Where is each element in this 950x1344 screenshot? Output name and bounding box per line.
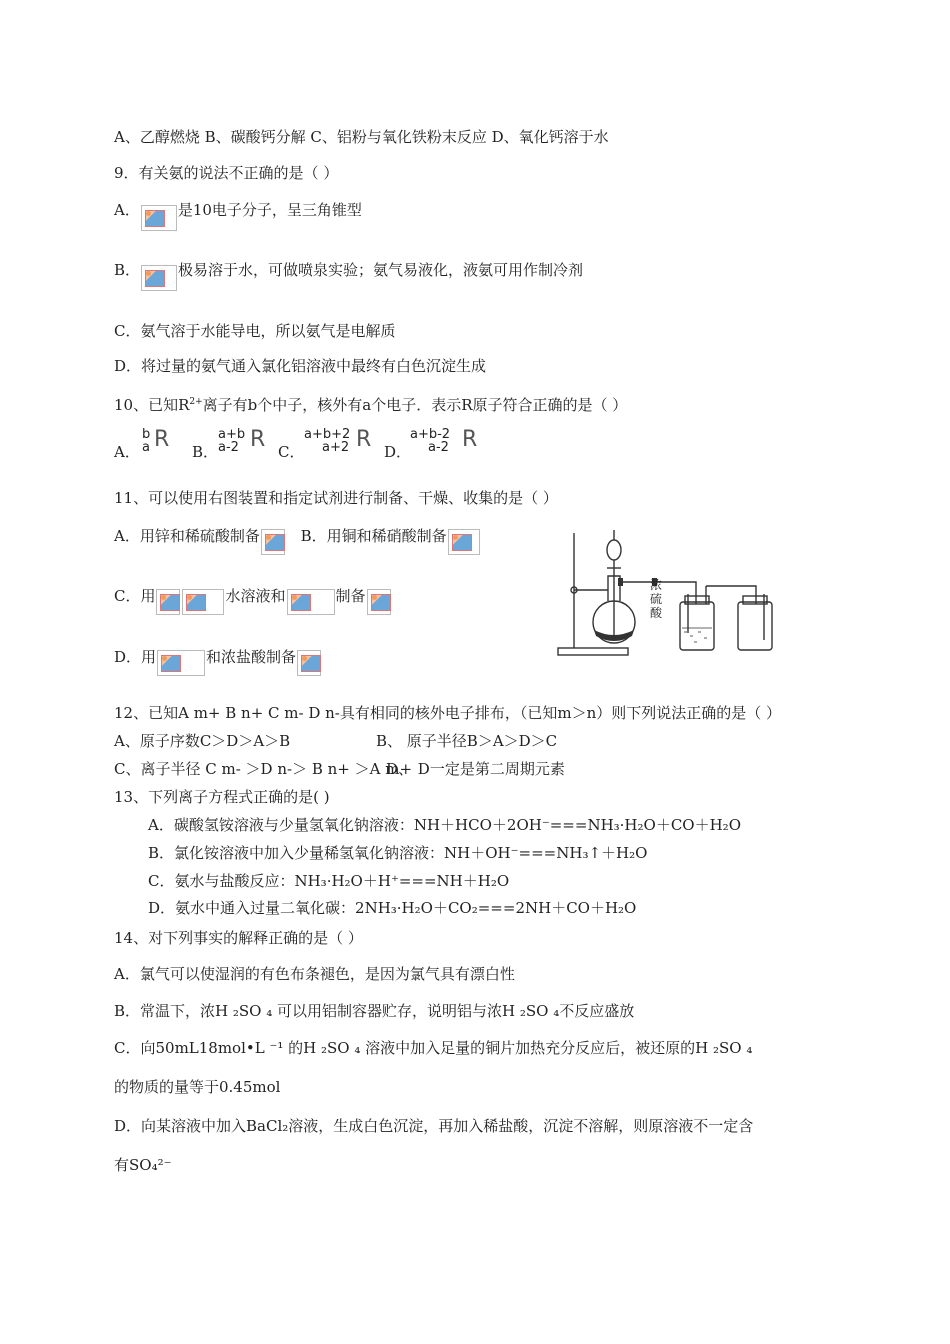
q10-a-isotope: [142, 428, 172, 454]
q10-stem-charge: 2+: [189, 397, 203, 407]
q12-option-a: A、原子序数C＞D＞A＞B: [114, 732, 291, 750]
q9-stem: 9．有关氨的说法不正确的是（ ）: [114, 164, 339, 182]
formula-image-icon: [287, 589, 335, 615]
q11-a-text: A．用锌和稀硫酸制备: [114, 527, 260, 545]
q10-stem-part1: 10、已知R: [114, 396, 190, 414]
formula-image-icon: [157, 650, 205, 676]
q10-c-symbol: R: [356, 427, 372, 452]
formula-image-icon: [448, 529, 480, 555]
q10-c-number: a+2: [322, 440, 350, 455]
q9-b-text: 极易溶于水，可做喷泉实验；氨气易液化，液氨可用作制冷剂: [178, 261, 584, 279]
q14-stem: 14、对下列事实的解释正确的是（ ）: [114, 929, 363, 947]
formula-image-icon: [156, 589, 180, 615]
q10-c-isotope: [304, 428, 372, 454]
q13-option-d: D．氨水中通入过量二氧化碳：2NH₃·H₂O＋CO₂===2NH＋CO＋H₂O: [148, 899, 637, 917]
q11-stem: 11、可以使用右图装置和指定试剂进行制备、干燥、收集的是（ ）: [114, 489, 558, 507]
q13-option-a: A．碳酸氢铵溶液与少量氢氧化钠溶液：NH＋HCO＋2OH⁻===NH₃·H₂O＋CO＋H₂O: [148, 816, 741, 834]
formula-image-icon: [182, 589, 224, 615]
q11-d-text1: D．用: [114, 648, 157, 666]
formula-image-icon: [367, 589, 391, 615]
q10-d-number: a-2: [428, 440, 449, 455]
q10-b-symbol: R: [250, 427, 266, 452]
q14-option-d: D．向某溶液中加入BaCl₂溶液，生成白色沉淀，再加入稀盐酸，沉淀不溶解，则原溶液不一定含: [114, 1117, 754, 1135]
q9-a-prefix: A．: [114, 201, 140, 219]
q14-option-d-cont: 有SO₄²⁻: [114, 1156, 172, 1174]
q11-option-d: [114, 647, 322, 676]
apparatus-label: 浓硫酸: [650, 578, 663, 620]
q14-option-a: A．氯气可以使湿润的有色布条褪色，是因为氯气具有漂白性: [114, 965, 515, 983]
q11-c-text3: 制备: [335, 587, 366, 605]
formula-image-icon: [261, 529, 285, 555]
q10-d-label: D．: [384, 443, 412, 461]
q10-a-number: a: [142, 440, 150, 455]
q9-option-a: [114, 200, 362, 231]
q10-stem: [114, 392, 627, 415]
q10-d-mass: a+b-2: [410, 427, 451, 442]
q10-b-number: a-2: [218, 440, 239, 455]
q10-b-isotope: [218, 428, 270, 454]
q10-b-mass: a+b: [218, 427, 246, 442]
formula-image-icon: [141, 205, 177, 231]
q11-c-text2: 水溶液和: [225, 587, 286, 605]
q12-option-d: D、 D一定是第二周期元素: [386, 760, 565, 778]
q10-d-isotope: [410, 428, 478, 454]
q14-option-c: C．向50mL18mol•L ⁻¹ 的H ₂SO ₄ 溶液中加入足量的铜片加热充分反应后，被还原的H ₂SO ₄: [114, 1039, 753, 1057]
q11-option-ab: [114, 526, 481, 555]
q14-option-c-cont: 的物质的量等于0.45mol: [114, 1078, 281, 1096]
q10-a-label: A．: [114, 443, 140, 461]
q10-d-symbol: R: [462, 427, 478, 452]
q13-stem: 13、下列离子方程式正确的是( ): [114, 788, 330, 806]
q12-option-c: C、离子半径 C m- ＞D n-＞ B n+ ＞A m+: [114, 760, 413, 778]
q10-c-mass: a+b+2: [304, 427, 351, 442]
q9-option-b: [114, 260, 583, 291]
q10-stem-part2: 离子有b个中子，核外有a个电子．表示R原子符合正确的是（ ）: [202, 396, 628, 414]
q12-option-b: B、 原子半径B＞A＞D＞C: [376, 732, 558, 750]
q13-option-c: C．氨水与盐酸反应：NH₃·H₂O＋H⁺===NH＋H₂O: [148, 872, 510, 890]
q13-option-b: B．氯化铵溶液中加入少量稀氢氧化钠溶液：NH＋OH⁻===NH₃↑＋H₂O: [148, 844, 648, 862]
q9-b-prefix: B．: [114, 261, 141, 279]
q9-option-d: D．将过量的氨气通入氯化铝溶液中最终有白色沉淀生成: [114, 357, 487, 375]
q11-option-c: [114, 586, 392, 615]
formula-image-icon: [297, 650, 321, 676]
q10-a-mass: b: [142, 427, 151, 442]
q10-c-label: C．: [278, 443, 305, 461]
formula-image-icon: [141, 265, 177, 291]
q8-options: A、乙醇燃烧 B、碳酸钙分解 C、铝粉与氧化铁粉末反应 D、氧化钙溶于水: [114, 128, 609, 146]
q10-b-label: B．: [192, 443, 219, 461]
q11-c-text1: C．用: [114, 587, 156, 605]
apparatus-diagram: [556, 528, 784, 658]
q9-option-c: C．氨气溶于水能导电，所以氨气是电解质: [114, 322, 396, 340]
q9-a-text: 是10电子分子，呈三角锥型: [177, 201, 362, 219]
q12-stem: 12、已知A m+ B n+ C m- D n-具有相同的核外电子排布，（已知m＞n）则下列说法正确的是（ ）: [114, 704, 782, 722]
q14-option-b: B．常温下，浓H ₂SO ₄ 可以用铝制容器贮存，说明铝与浓H ₂SO ₄不反应盛放: [114, 1002, 635, 1020]
q10-a-symbol: R: [154, 427, 170, 452]
q11-b-text: B．用铜和稀硝酸制备: [300, 527, 447, 545]
q11-d-text2: 和浓盐酸制备: [206, 648, 297, 666]
